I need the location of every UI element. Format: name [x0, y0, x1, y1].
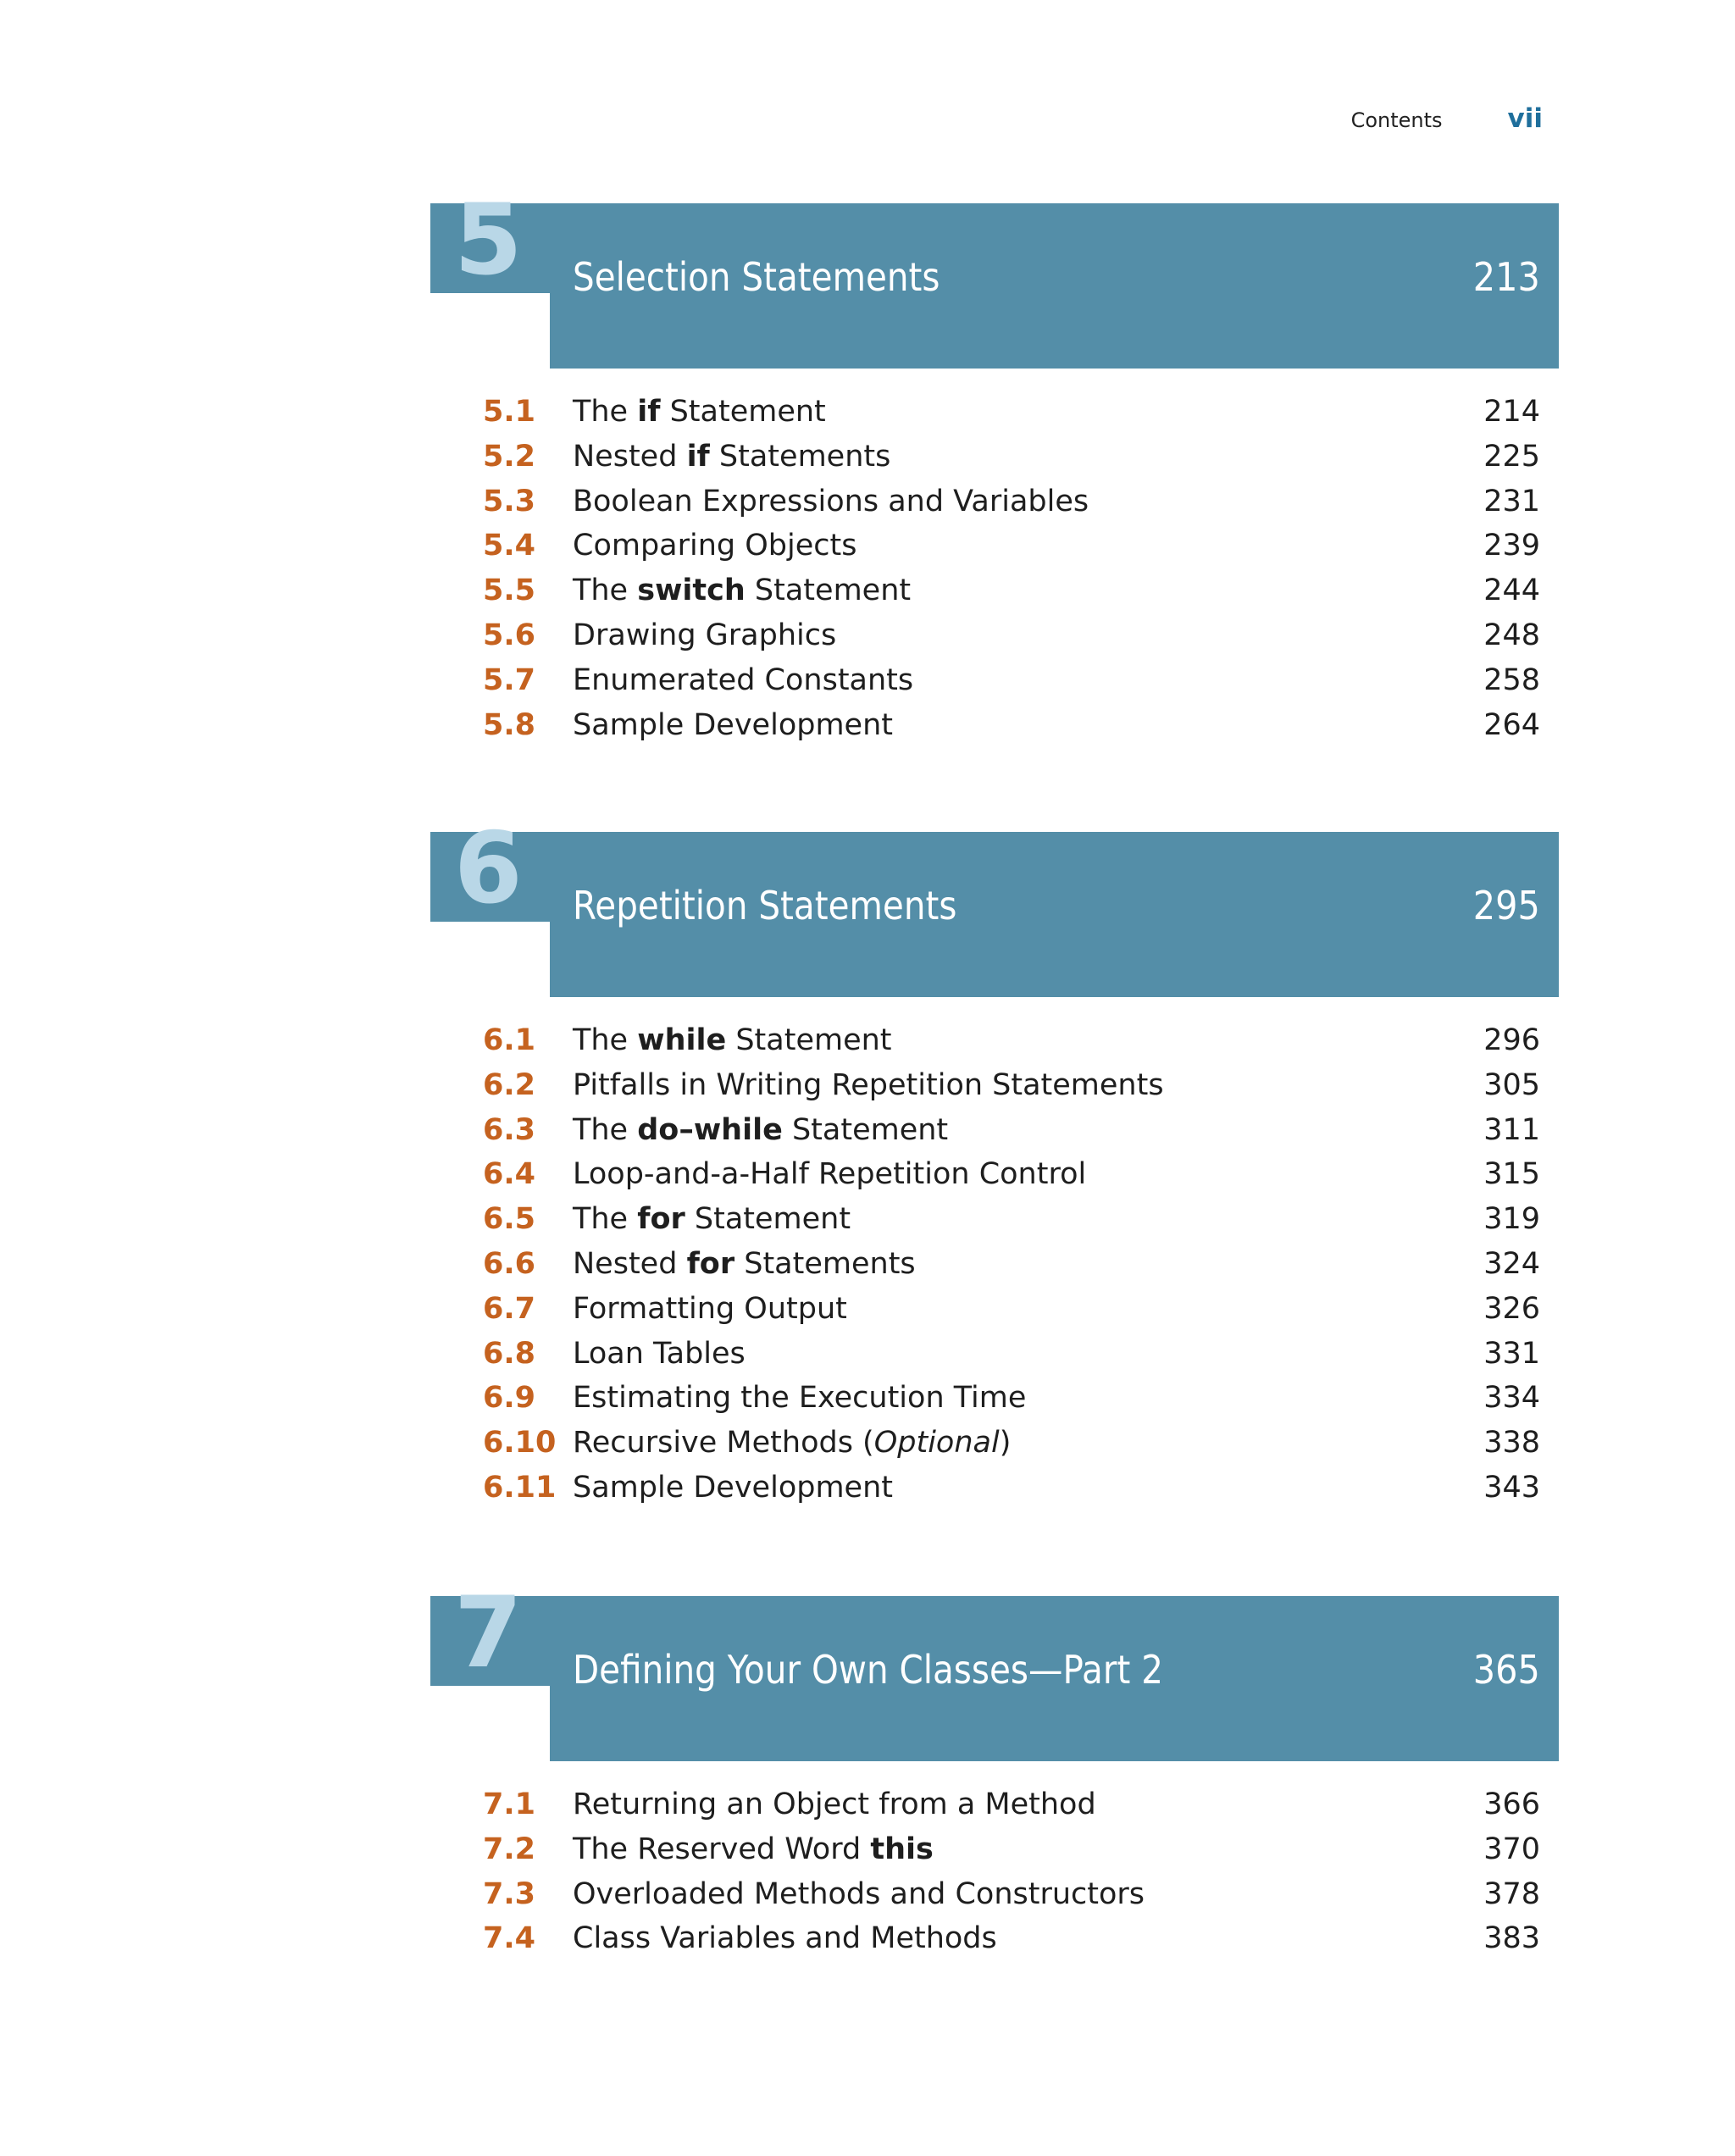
section-entry [430, 1787, 1559, 1832]
section-page-number: 343 [1483, 1471, 1540, 1505]
section-number: 5.3 [483, 484, 536, 518]
section-page-number: 319 [1483, 1202, 1540, 1237]
section-title-pre: Comparing Objects [573, 529, 857, 563]
section-number: 6.6 [483, 1247, 536, 1281]
section-entry [430, 618, 1559, 663]
section-title-bold: if [637, 395, 661, 429]
section-entry [430, 485, 1559, 529]
section-title-post: Statements [709, 439, 891, 474]
section-number: 7.2 [483, 1832, 536, 1866]
section-number: 6.4 [483, 1157, 536, 1192]
section-title [573, 1787, 1096, 1821]
section-page-number: 366 [1483, 1787, 1540, 1821]
section-title-pre: Sample Development [573, 707, 893, 742]
section-page-number: 239 [1483, 529, 1540, 563]
section-title-bold: while [637, 1023, 727, 1057]
section-title-pre: Nested [573, 1247, 687, 1281]
section-entry [430, 1471, 1559, 1516]
section-title-pre: Drawing Graphics [573, 618, 837, 652]
section-page-number: 383 [1483, 1921, 1540, 1956]
section-title-post: Statement [660, 395, 826, 429]
section-title-pre: The [573, 1202, 638, 1237]
section-number: 5.6 [483, 618, 536, 652]
chapter-header-band [430, 183, 1559, 369]
chapter-header-band [430, 812, 1559, 997]
section-title [573, 529, 856, 563]
section-page-number: 378 [1483, 1876, 1540, 1911]
section-entry [430, 1381, 1559, 1426]
section-title-post: ) [999, 1426, 1012, 1460]
chapter-page-number: 213 [1472, 254, 1540, 300]
section-title [573, 1921, 997, 1955]
section-title-pre: The [573, 574, 638, 608]
section-title [573, 1877, 1145, 1911]
section-title [573, 1068, 1164, 1102]
section-title-pre: The [573, 1023, 638, 1057]
section-title [573, 1202, 851, 1236]
section-number: 6.10 [483, 1426, 557, 1460]
section-title-pre: Overloaded Methods and Constructors [573, 1876, 1145, 1911]
chapter-title: Defining Your Own Classes—Part 2 [573, 1647, 1163, 1693]
section-page-number: 326 [1483, 1291, 1540, 1326]
section-title-bold: for [686, 1247, 735, 1281]
section-page-number: 225 [1483, 439, 1540, 474]
section-number: 6.7 [483, 1291, 536, 1326]
section-number: 7.1 [483, 1787, 536, 1821]
section-title-pre: The Reserved Word [573, 1832, 871, 1866]
section-title [573, 1381, 1026, 1415]
section-page-number: 296 [1483, 1023, 1540, 1057]
section-title-italic: Optional [873, 1426, 1000, 1460]
section-number: 5.1 [483, 395, 536, 429]
section-title-pre: Formatting Output [573, 1291, 847, 1326]
section-page-number: 305 [1483, 1067, 1540, 1102]
section-title-pre: Loop-and-a-Half Repetition Control [573, 1157, 1087, 1192]
section-title-pre: Sample Development [573, 1471, 893, 1505]
section-entry [430, 663, 1559, 708]
section-title [573, 395, 826, 429]
section-title-pre: Returning an Object from a Method [573, 1787, 1096, 1821]
section-entry [430, 529, 1559, 574]
section-title-pre: Class Variables and Methods [573, 1921, 997, 1956]
section-entry [430, 1202, 1559, 1247]
section-number: 6.8 [483, 1336, 536, 1371]
section-title-pre: Boolean Expressions and Variables [573, 484, 1089, 518]
section-title-bold: switch [637, 574, 746, 608]
section-number: 7.3 [483, 1876, 536, 1911]
section-number: 5.4 [483, 529, 536, 563]
section-number: 6.2 [483, 1067, 536, 1102]
section-number: 5.2 [483, 439, 536, 474]
section-page-number: 331 [1483, 1336, 1540, 1371]
section-title [573, 1023, 892, 1057]
section-title-pre: Enumerated Constants [573, 662, 914, 697]
chapter-page-number: 295 [1472, 883, 1540, 928]
section-page-number: 338 [1483, 1426, 1540, 1460]
section-title-bold: do–while [637, 1112, 783, 1147]
chapter-title: Repetition Statements [573, 883, 957, 928]
section-title [573, 1292, 847, 1326]
section-entry [430, 395, 1559, 440]
section-title-bold: this [870, 1832, 934, 1866]
section-entry [430, 1337, 1559, 1382]
section-entry [430, 574, 1559, 618]
section-page-number: 231 [1483, 484, 1540, 518]
section-title-pre: The [573, 1112, 638, 1147]
section-title-pre: Recursive Methods ( [573, 1426, 874, 1460]
section-title-bold: for [637, 1202, 685, 1237]
section-title [573, 708, 893, 742]
section-entry [430, 1426, 1559, 1471]
section-title [573, 1157, 1086, 1191]
chapter-number: 5 [454, 183, 521, 297]
section-title [573, 1113, 948, 1147]
section-title-pre: Nested [573, 439, 687, 474]
chapter-page-number: 365 [1472, 1647, 1540, 1693]
section-title [573, 1247, 916, 1281]
section-page-number: 315 [1483, 1157, 1540, 1192]
section-entry [430, 1247, 1559, 1292]
section-title-post: Statements [734, 1247, 916, 1281]
section-entry [430, 1068, 1559, 1113]
section-title-pre: Estimating the Execution Time [573, 1381, 1027, 1416]
section-title [573, 440, 890, 474]
section-number: 6.3 [483, 1112, 536, 1147]
section-title-post: Statement [782, 1112, 949, 1147]
section-entry [430, 440, 1559, 485]
page-folio: vii [1507, 103, 1543, 134]
section-number: 5.8 [483, 707, 536, 742]
section-entry [430, 708, 1559, 753]
section-page-number: 334 [1483, 1381, 1540, 1416]
section-number: 5.5 [483, 574, 536, 608]
section-title [573, 1426, 1011, 1460]
section-page-number: 214 [1483, 395, 1540, 429]
section-title [573, 574, 911, 607]
section-entry [430, 1877, 1559, 1922]
section-title [573, 485, 1089, 518]
section-title [573, 1471, 893, 1505]
section-page-number: 258 [1483, 662, 1540, 697]
section-title-post: Statement [726, 1023, 892, 1057]
section-page-number: 324 [1483, 1247, 1540, 1281]
section-number: 5.7 [483, 662, 536, 697]
section-title-pre: Loan Tables [573, 1336, 746, 1371]
section-page-number: 370 [1483, 1832, 1540, 1866]
section-entry [430, 1832, 1559, 1877]
section-entry [430, 1157, 1559, 1202]
section-page-number: 311 [1483, 1112, 1540, 1147]
section-title-post: Statement [745, 574, 912, 608]
section-page-number: 244 [1483, 574, 1540, 608]
section-title-pre: Pitfalls in Writing Repetition Statements [573, 1067, 1164, 1102]
section-number: 7.4 [483, 1921, 536, 1956]
chapter-title: Selection Statements [573, 254, 940, 300]
section-entry [430, 1113, 1559, 1158]
section-title [573, 618, 836, 652]
section-title [573, 1832, 934, 1866]
section-page-number: 264 [1483, 707, 1540, 742]
chapter-header-band [430, 1576, 1559, 1761]
section-number: 6.5 [483, 1202, 536, 1237]
section-number: 6.11 [483, 1471, 557, 1505]
section-entry [430, 1023, 1559, 1068]
section-title-bold: if [686, 439, 710, 474]
section-page-number: 248 [1483, 618, 1540, 652]
section-number: 6.9 [483, 1381, 536, 1416]
running-head [1351, 103, 1543, 134]
chapter-number: 7 [454, 1576, 521, 1690]
section-number: 6.1 [483, 1023, 536, 1057]
section-title-post: Statement [685, 1202, 851, 1237]
section-title-pre: The [573, 395, 638, 429]
section-entry [430, 1292, 1559, 1337]
chapter-number: 6 [454, 812, 521, 926]
section-entry [430, 1921, 1559, 1966]
section-title [573, 1337, 746, 1371]
section-title [573, 663, 913, 697]
running-head-label: Contents [1350, 108, 1443, 132]
